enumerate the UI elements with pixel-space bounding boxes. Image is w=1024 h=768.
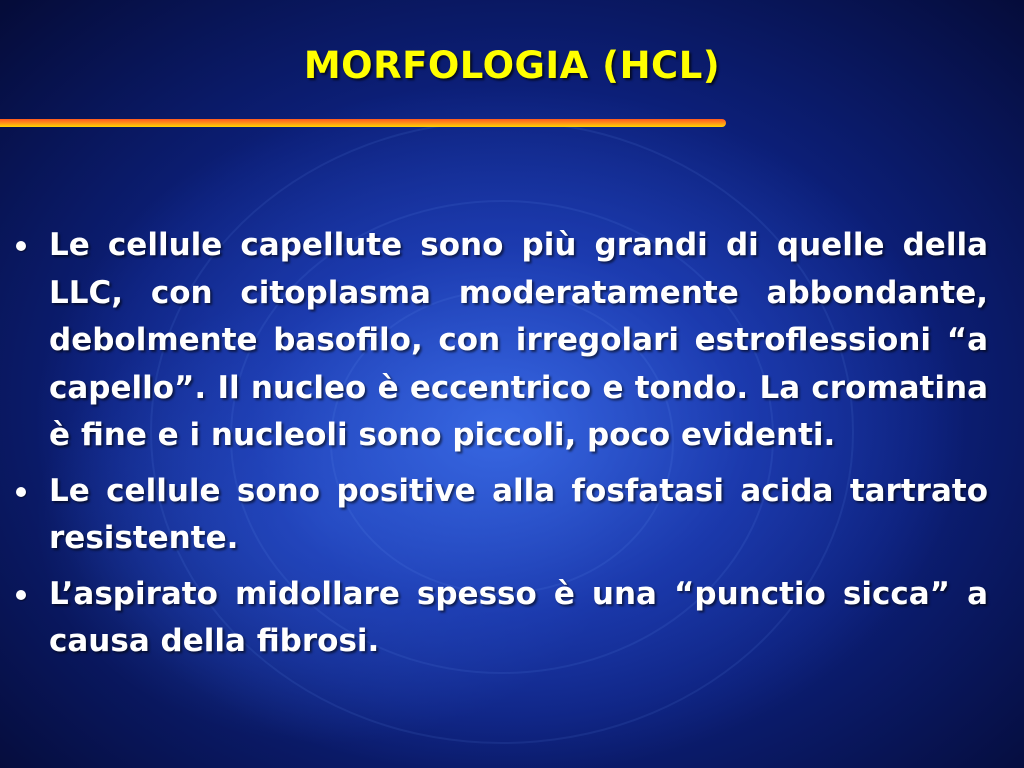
bullet-item: [14, 222, 988, 460]
bullet-text: Le cellule sono positive alla fosfatasi acida tartrato resistente.: [49, 472, 988, 556]
bullet-text: L’aspirato midollare spesso è una “punctio sicca” a causa della fibrosi.: [49, 575, 988, 659]
slide-title: MORFOLOGIA (HCL): [303, 44, 721, 87]
bullet-item: [14, 571, 988, 666]
bullet-item: [14, 468, 988, 563]
bullet-list: [14, 222, 988, 674]
bullet-point-icon: [16, 487, 26, 497]
bullet-text: Le cellule capellute sono più grandi di quelle della LLC, con citoplasma moderatamente abbondante, debolmente basofilo, con irregolari estroflessioni “a capello”. Il nucleo è eccentrico e tondo. La cromatina è fine e i nucleoli sono piccoli, poco evidenti.: [49, 227, 988, 453]
title-underline: [0, 119, 726, 127]
bullet-point-icon: [16, 241, 26, 251]
bullet-point-icon: [16, 590, 26, 600]
